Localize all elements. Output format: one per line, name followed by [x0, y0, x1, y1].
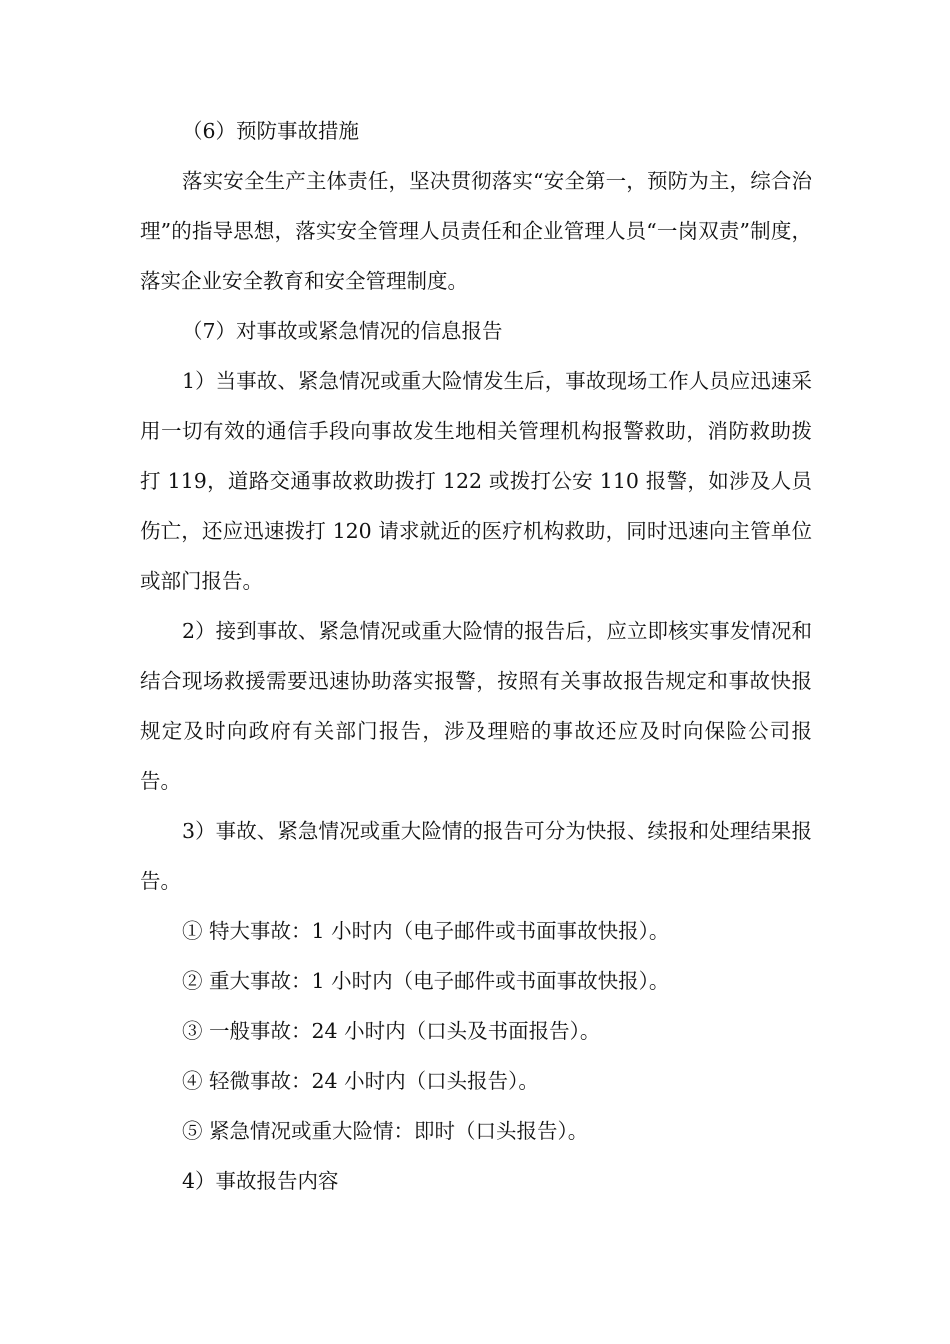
paragraph-1: 1）当事故、紧急情况或重大险情发生后，事故现场工作人员应迅速采用一切有效的通信手段向事故发生地相关管理机构报警救助，消防救助拨打 119，道路交通事故救助拨打 122 或拨打公安 110 报警，如涉及人员伤亡，还应迅速拨打 120 请求就近的医疗机构救助，同时迅速向主管单位或部门报告。 [140, 369, 812, 593]
list-item: ⑤ 紧急情况或重大险情：即时（口头报告）。 [182, 1119, 589, 1143]
list-item: ③ 一般事故：24 小时内（口头及书面报告）。 [182, 1019, 601, 1043]
paragraph-2: 2）接到事故、紧急情况或重大险情的报告后，应立即核实事发情况和结合现场救援需要迅速协助落实报警，按照有关事故报告规定和事故快报规定及时向政府有关部门报告，涉及理赔的事故还应及时向保险公司报告。 [140, 619, 812, 793]
section-7-heading: （7）对事故或紧急情况的信息报告 [182, 319, 503, 343]
list-item: ① 特大事故：1 小时内（电子邮件或书面事故快报）。 [182, 919, 670, 943]
list-item: ② 重大事故：1 小时内（电子邮件或书面事故快报）。 [182, 969, 670, 993]
section-6-paragraph: 落实安全生产主体责任，坚决贯彻落实“安全第一，预防为主，综合治理”的指导思想，落实安全管理人员责任和企业管理人员“一岗双责”制度，落实企业安全教育和安全管理制度。 [140, 169, 812, 293]
paragraph-3: 3）事故、紧急情况或重大险情的报告可分为快报、续报和处理结果报告。 [140, 819, 812, 893]
list-item: ④ 轻微事故：24 小时内（口头报告）。 [182, 1069, 539, 1093]
paragraph-4: 4）事故报告内容 [182, 1169, 339, 1193]
document-body [140, 106, 812, 1206]
section-6-heading: （6）预防事故措施 [182, 119, 360, 143]
